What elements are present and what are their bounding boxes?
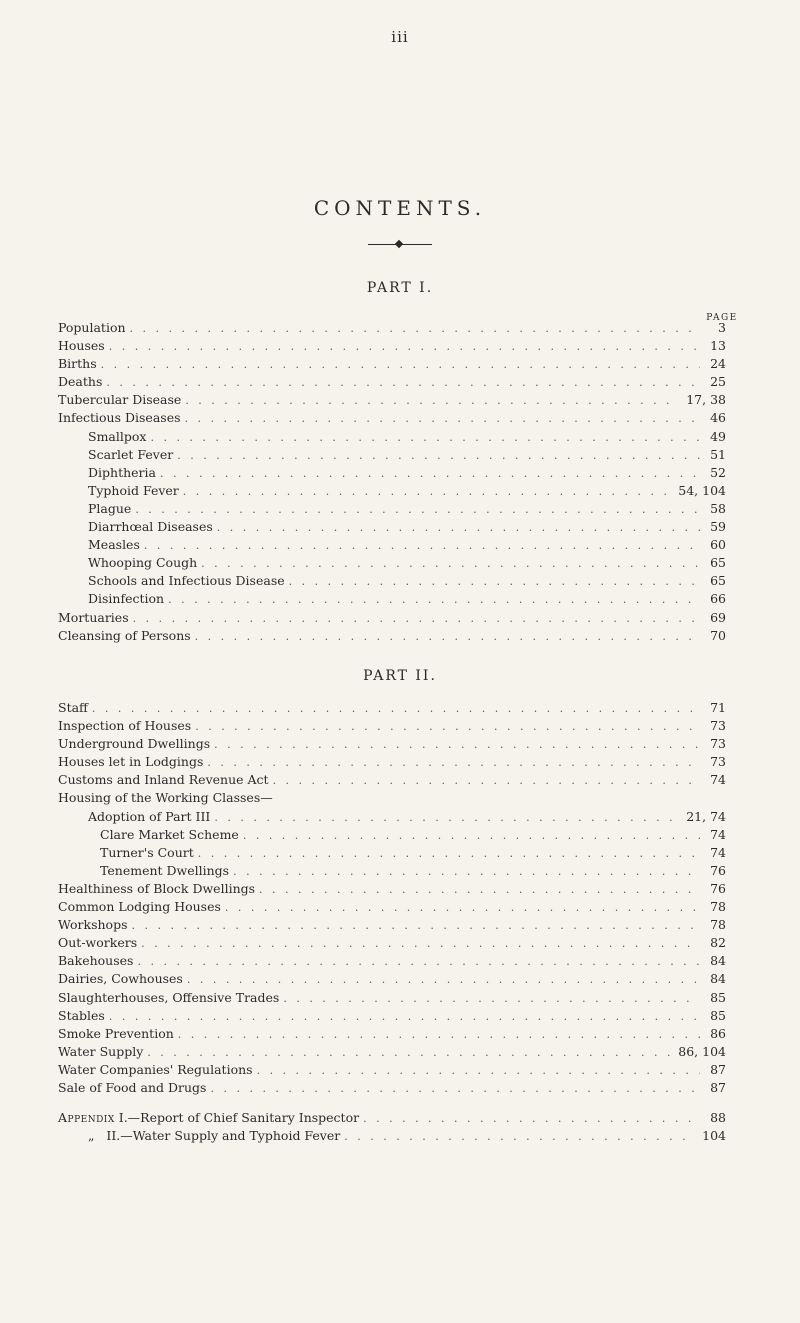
appendix-word: Appendix — [58, 1110, 115, 1125]
toc-entry-label: Measles — [88, 537, 140, 553]
toc-entry-page: 13 — [710, 338, 726, 354]
toc-entry — [58, 338, 726, 356]
toc-entry-label: Slaughterhouses, Offensive Trades — [58, 989, 280, 1005]
toc-entry-label: Smallpox — [88, 428, 147, 444]
leader-dots — [177, 449, 700, 462]
toc-entry-page: 24 — [710, 356, 726, 372]
diamond-ornament-icon — [395, 240, 403, 248]
leader-dots — [210, 1082, 700, 1095]
toc-entry-page: 85 — [710, 1007, 726, 1023]
page-title: CONTENTS. — [313, 196, 487, 220]
toc-entry — [58, 519, 726, 537]
toc-entry — [58, 610, 726, 628]
toc-entry — [58, 1008, 726, 1026]
toc-entry-page: 76 — [710, 880, 726, 896]
toc-entry-page: 21, 74 — [686, 808, 726, 824]
toc-entry-page: 46 — [710, 410, 726, 426]
toc-entry — [58, 935, 726, 953]
leader-dots — [243, 829, 700, 842]
part-2-heading: PART II. — [363, 668, 437, 684]
toc-entry-label: Deaths — [58, 374, 103, 390]
leader-dots — [217, 521, 700, 534]
part-1-contents-list — [58, 320, 726, 646]
toc-entry-label: Housing of the Working Classes— — [58, 790, 273, 806]
toc-entry-label: Common Lodging Houses — [58, 899, 221, 915]
toc-entry — [58, 772, 726, 790]
toc-entry-page: 60 — [710, 537, 726, 553]
toc-entry-page: 73 — [710, 718, 726, 734]
toc-entry-label: Sale of Food and Drugs — [58, 1079, 207, 1095]
toc-entry-page: 66 — [710, 591, 726, 607]
toc-entry-label: Staff — [58, 700, 88, 715]
toc-entry — [58, 809, 726, 827]
toc-entry — [58, 700, 726, 718]
toc-entry-label: Bakehouses — [58, 953, 134, 969]
leader-dots — [135, 503, 700, 516]
toc-entry — [58, 356, 726, 374]
appendix-entry-title: I.—Report of Chief Sanitary Inspector — [118, 1110, 360, 1125]
toc-entry-label: Workshops — [58, 917, 128, 933]
toc-entry-page: 84 — [710, 953, 726, 969]
appendix-entry — [58, 1110, 726, 1128]
toc-entry — [58, 754, 726, 772]
toc-entry-label: Mortuaries — [58, 609, 129, 625]
leader-dots — [101, 358, 700, 371]
toc-entry — [58, 537, 726, 555]
toc-entry-label: Whooping Cough — [88, 555, 198, 571]
leader-dots — [109, 340, 700, 353]
toc-entry — [58, 990, 726, 1008]
leader-dots — [257, 1064, 700, 1077]
toc-entry — [58, 718, 726, 736]
leader-dots — [259, 883, 700, 896]
toc-entry-label: Births — [58, 356, 97, 372]
toc-entry — [58, 845, 726, 863]
toc-entry-label: Plague — [88, 500, 132, 516]
toc-entry-label: Water Supply — [58, 1043, 144, 1059]
toc-entry — [58, 429, 726, 447]
toc-entry-label: Smoke Prevention — [58, 1025, 174, 1041]
leader-dots — [289, 575, 700, 588]
toc-entry-page: 51 — [710, 446, 726, 462]
toc-entry — [58, 917, 726, 935]
toc-entry — [58, 591, 726, 609]
leader-dots — [185, 394, 680, 407]
part-1-heading: PART I. — [366, 280, 434, 296]
leader-dots — [233, 865, 700, 878]
toc-entry-page: 70 — [710, 627, 726, 643]
toc-entry-page: 78 — [710, 917, 726, 933]
toc-entry — [58, 1044, 726, 1062]
leader-dots — [141, 937, 700, 950]
leader-dots — [185, 412, 700, 425]
page-number: iii — [391, 28, 409, 46]
toc-entry — [58, 320, 726, 338]
toc-entry-label: Stables — [58, 1007, 105, 1023]
leader-dots — [150, 431, 700, 444]
toc-entry — [58, 410, 726, 428]
toc-entry — [58, 392, 726, 410]
toc-entry — [58, 483, 726, 501]
toc-entry-page: 78 — [710, 899, 726, 915]
toc-entry-page: 87 — [710, 1061, 726, 1077]
toc-entry — [58, 1026, 726, 1044]
toc-entry-page: 86, 104 — [678, 1043, 726, 1059]
toc-entry-page: 49 — [710, 428, 726, 444]
toc-entry — [58, 971, 726, 989]
toc-entry-label: Disinfection — [88, 591, 165, 607]
appendix-entry-label — [58, 1110, 363, 1125]
toc-entry-page: 65 — [710, 573, 726, 589]
toc-entry-label: Diphtheria — [88, 464, 156, 480]
toc-entry — [58, 736, 726, 754]
leader-dots — [168, 593, 700, 606]
toc-entry-page: 58 — [710, 500, 726, 516]
part-2-contents-list — [58, 700, 726, 1098]
toc-entry — [58, 573, 726, 591]
leader-dots — [130, 322, 700, 335]
toc-entry-page: 65 — [710, 555, 726, 571]
toc-entry-page: 3 — [718, 320, 726, 335]
toc-entry-page: 17, 38 — [686, 392, 726, 408]
toc-entry-label: Dairies, Cowhouses — [58, 971, 183, 987]
toc-entry — [58, 374, 726, 392]
leader-dots — [160, 467, 700, 480]
toc-entry — [58, 953, 726, 971]
toc-entry-label: Houses — [58, 338, 105, 354]
leader-dots — [198, 847, 700, 860]
leader-dots — [137, 955, 700, 968]
leader-dots — [201, 557, 700, 570]
toc-entry-label: Cleansing of Persons — [58, 627, 191, 643]
appendix-entry-title: II.—Water Supply and Typhoid Fever — [106, 1128, 341, 1144]
toc-entry-label: Typhoid Fever — [88, 482, 179, 498]
toc-entry-label: Schools and Infectious Disease — [88, 573, 285, 589]
leader-dots — [133, 612, 700, 625]
toc-entry-label: Water Companies' Regulations — [58, 1061, 253, 1077]
leader-dots — [131, 919, 700, 932]
appendix-entry-page: 104 — [702, 1128, 726, 1144]
toc-entry-label: Inspection of Houses — [58, 718, 192, 734]
toc-entry — [58, 827, 726, 845]
toc-entry-page: 74 — [710, 772, 726, 788]
appendix-entry-page: 88 — [710, 1110, 726, 1125]
toc-entry-label: Tubercular Disease — [58, 392, 182, 408]
leader-dots — [106, 376, 700, 389]
toc-entry — [58, 1080, 726, 1098]
toc-entry — [58, 501, 726, 519]
leader-dots — [363, 1112, 700, 1125]
toc-entry — [58, 899, 726, 917]
toc-entry-page: 71 — [710, 700, 726, 715]
leader-dots — [183, 485, 673, 498]
leader-dots — [144, 539, 700, 552]
toc-entry-page: 25 — [710, 374, 726, 390]
toc-entry-page: 52 — [710, 464, 726, 480]
toc-entry-label: Clare Market Scheme — [100, 826, 239, 842]
leader-dots — [207, 756, 700, 769]
toc-entry-label: Out-workers — [58, 935, 138, 951]
toc-entry — [58, 790, 726, 808]
toc-entry-page: 87 — [710, 1079, 726, 1095]
toc-entry-page: 54, 104 — [678, 482, 726, 498]
toc-entry-page: 85 — [710, 989, 726, 1005]
toc-entry-page: 82 — [710, 935, 726, 951]
leader-dots — [214, 738, 700, 751]
title-divider — [368, 244, 432, 245]
toc-entry-page: 76 — [710, 862, 726, 878]
leader-dots — [195, 630, 700, 643]
toc-entry-page: 73 — [710, 736, 726, 752]
toc-entry-label: Diarrhœal Diseases — [88, 519, 213, 535]
leader-dots — [92, 702, 700, 715]
toc-entry — [58, 1062, 726, 1080]
appendix-entry — [58, 1128, 726, 1146]
toc-entry-label: Scarlet Fever — [88, 446, 174, 462]
toc-entry-page: 74 — [710, 844, 726, 860]
leader-dots — [109, 1010, 700, 1023]
toc-entry — [58, 881, 726, 899]
toc-entry-label: Healthiness of Block Dwellings — [58, 880, 256, 896]
toc-entry-page: 84 — [710, 971, 726, 987]
toc-entry — [58, 628, 726, 646]
toc-entry — [58, 447, 726, 465]
leader-dots — [214, 811, 680, 824]
toc-entry-page: 69 — [710, 609, 726, 625]
leader-dots — [178, 1028, 700, 1041]
toc-entry-label: Infectious Diseases — [58, 410, 181, 426]
appendix-entry-label — [58, 1128, 344, 1143]
toc-entry-label: Customs and Inland Revenue Act — [58, 772, 269, 788]
leader-dots — [147, 1046, 672, 1059]
toc-entry-label: Adoption of Part III — [88, 808, 211, 824]
toc-entry-page: 73 — [710, 754, 726, 770]
toc-entry-label: Population — [58, 320, 126, 335]
page-column-label: PAGE — [706, 313, 738, 323]
toc-entry-label: Turner's Court — [100, 844, 194, 860]
ditto-mark: „ — [88, 1128, 95, 1144]
toc-entry — [58, 465, 726, 483]
toc-entry-label: Tenement Dwellings — [100, 862, 230, 878]
leader-dots — [225, 901, 700, 914]
leader-dots — [283, 992, 700, 1005]
leader-dots — [187, 973, 700, 986]
toc-entry-label: Underground Dwellings — [58, 736, 211, 752]
toc-entry-page: 74 — [710, 826, 726, 842]
appendix-contents-list — [58, 1110, 726, 1146]
leader-dots — [273, 774, 700, 787]
toc-entry — [58, 863, 726, 881]
leader-dots — [195, 720, 700, 733]
toc-entry-page: 59 — [710, 519, 726, 535]
toc-entry-label: Houses let in Lodgings — [58, 754, 204, 770]
toc-entry — [58, 555, 726, 573]
leader-dots — [344, 1130, 696, 1143]
toc-entry-page: 86 — [710, 1025, 726, 1041]
